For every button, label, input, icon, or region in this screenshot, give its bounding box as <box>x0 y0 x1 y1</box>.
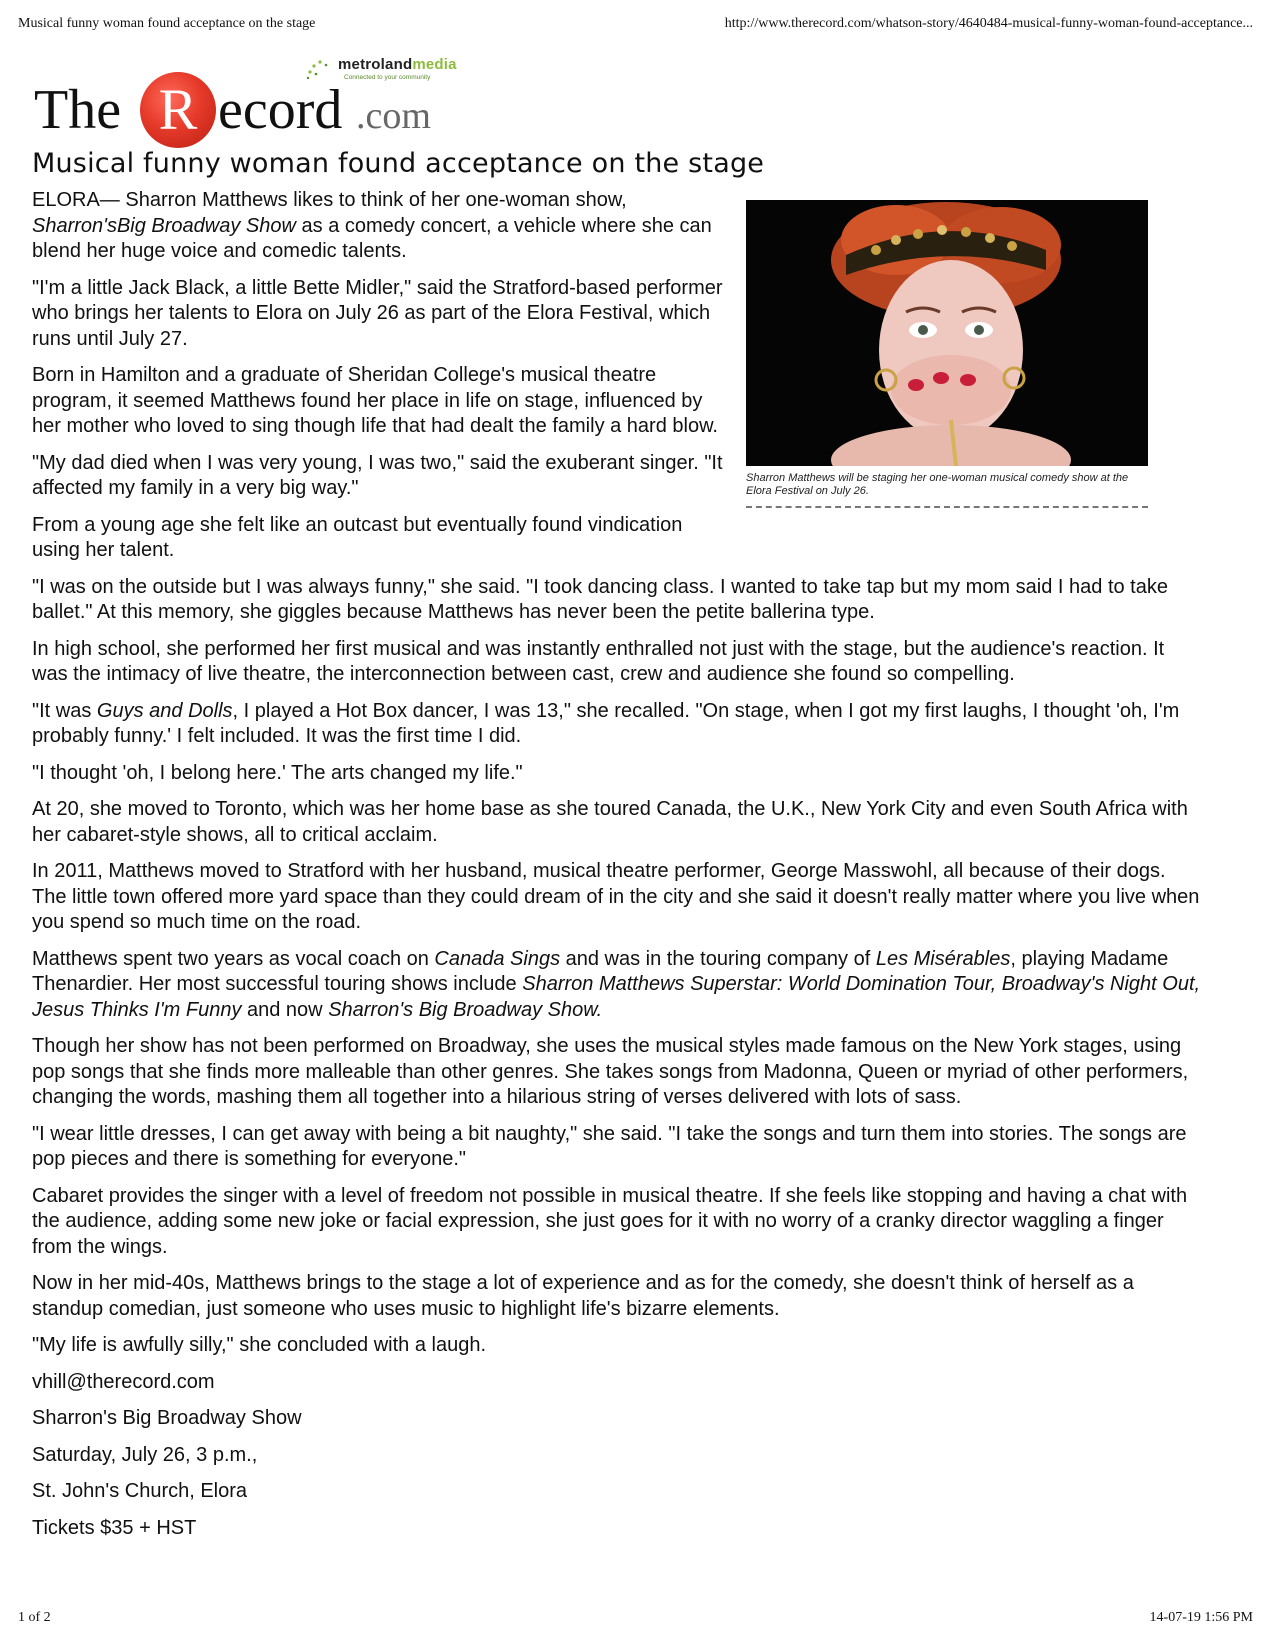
event-title: Sharron's Big Broadway Show <box>32 1407 302 1429</box>
article-paragraph: ELORA— Sharron Matthews likes to think of her one-woman show, Sharron'sBig Broadway Show as a comedy concert, a vehicle where she can blend her huge voice and comedic talents. <box>32 189 712 262</box>
article-body <box>32 188 1202 1552</box>
logo-ecord-text: ecord <box>218 79 343 141</box>
article-paragraph: "I was on the outside but I was always funny," she said. "I took dancing class. I wanted to take tap but my mom said I had to take ballet." At this memory, she giggles because Matthews has never been the petite ballerina type. <box>32 575 1168 623</box>
print-page-url: http://www.therecord.com/whatson-story/4640484-musical-funny-woman-found-acceptance... <box>724 16 1253 31</box>
article-paragraph: "I'm a little Jack Black, a little Bette Midler," said the Stratford-based performer who brings her talents to Elora on July 26 as part of the Elora Festival, which runs until July 27. <box>32 276 723 350</box>
masthead <box>34 52 457 147</box>
media-text: media <box>412 56 457 73</box>
article-paragraph: Though her show has not been performed on Broadway, she uses the musical styles made famous on the New York stages, using pop songs that she finds more malleable than other genres. She takes songs from Madonna, Queen or myriad of other performers, changing the words, mashing them all together into a hilarious string of verses delivered with lots of sass. <box>32 1035 1189 1108</box>
article-paragraph: In high school, she performed her first musical and was instantly enthralled not just with the stage, but the audience's reaction. It was the intimacy of live theatre, the interconnection between cast, crew and audience she found so compelling. <box>32 637 1165 685</box>
article-paragraph: Now in her mid-40s, Matthews brings to the stage a lot of experience and as for the comedy, she doesn't think of herself as a standup comedian, just someone who uses music to highlight life's bizarre elements. <box>32 1272 1134 1320</box>
article-paragraph: At 20, she moved to Toronto, which was her home base as she toured Canada, the U.K., New York City and even South Africa with her cabaret-style shows, all to critical acclaim. <box>32 798 1188 846</box>
article-paragraph: "It was Guys and Dolls, I played a Hot Box dancer, I was 13," she recalled. "On stage, when I got my first laughs, I thought 'oh, I'm probably funny.' I felt included. It was the first time I did. <box>32 699 1180 747</box>
page-number: 1 of 2 <box>18 1610 51 1625</box>
logo-the-text: The <box>34 79 122 141</box>
author-email-link[interactable]: vhill@therecord.com <box>32 1370 215 1393</box>
metroland-dots-icon <box>304 56 340 80</box>
article-headline: Musical funny woman found acceptance on the stage <box>32 148 765 179</box>
article-paragraph: Matthews spent two years as vocal coach on Canada Sings and was in the touring company of Les Misérables, playing Madame Thenardier. Her most successful touring shows include Sharron Matthews Superstar: World Domination Tour, Broadway's Night Out, Jesus Thinks I'm Funny and now Sharron's Big Broadway Show. <box>32 947 1201 1021</box>
article-paragraph: Born in Hamilton and a graduate of Sheridan College's musical theatre program, it seemed Matthews found her place in life on stage, influenced by her mother who loved to sing though life that had dealt the family a hard blow. <box>32 364 718 437</box>
event-tickets: Tickets $35 + HST <box>32 1516 197 1539</box>
article-paragraph: "My life is awfully silly," she concluded with a laugh. <box>32 1334 487 1356</box>
print-datetime: 14-07-19 1:56 PM <box>1149 1610 1253 1625</box>
logo-com-text: .com <box>356 95 431 137</box>
article-paragraph: From a young age she felt like an outcast but eventually found vindication using her talent. <box>32 513 683 561</box>
logo-r-circle-icon: R <box>140 72 216 148</box>
article-paragraph: "My dad died when I was very young, I was two," said the exuberant singer. "It affected my family in a very big way." <box>32 451 723 499</box>
print-page-title: Musical funny woman found acceptance on the stage <box>18 16 316 31</box>
metroland-text: metroland <box>338 56 413 73</box>
article-paragraph: "I wear little dresses, I can get away with being a bit naughty," she said. "I take the songs and turn them into stories. The songs are pop pieces and there is something for everyone." <box>32 1122 1187 1170</box>
event-date: Saturday, July 26, 3 p.m., <box>32 1443 258 1466</box>
photo-caption: Sharron Matthews will be staging her one-woman musical comedy show at the Elora Festival on July 26. <box>746 472 1148 508</box>
metroland-tagline: Connected to your community <box>344 74 431 81</box>
event-venue: St. John's Church, Elora <box>32 1480 248 1502</box>
article-paragraph: In 2011, Matthews moved to Stratford with her husband, musical theatre performer, George Masswohl, all because of their dogs. The little town offered more yard space than they could dream of in the city and she said it doesn't really matter where you live when you spend so much time on the road. <box>32 860 1200 933</box>
article-paragraph: Cabaret provides the singer with a level of freedom not possible in musical theatre. If she feels like stopping and having a chat with the audience, adding some new joke or facial expression, she just goes for it with no worry of a cranky director waggling a finger from the wings. <box>32 1184 1188 1258</box>
article-paragraph: "I thought 'oh, I belong here.' The arts changed my life." <box>32 761 523 784</box>
